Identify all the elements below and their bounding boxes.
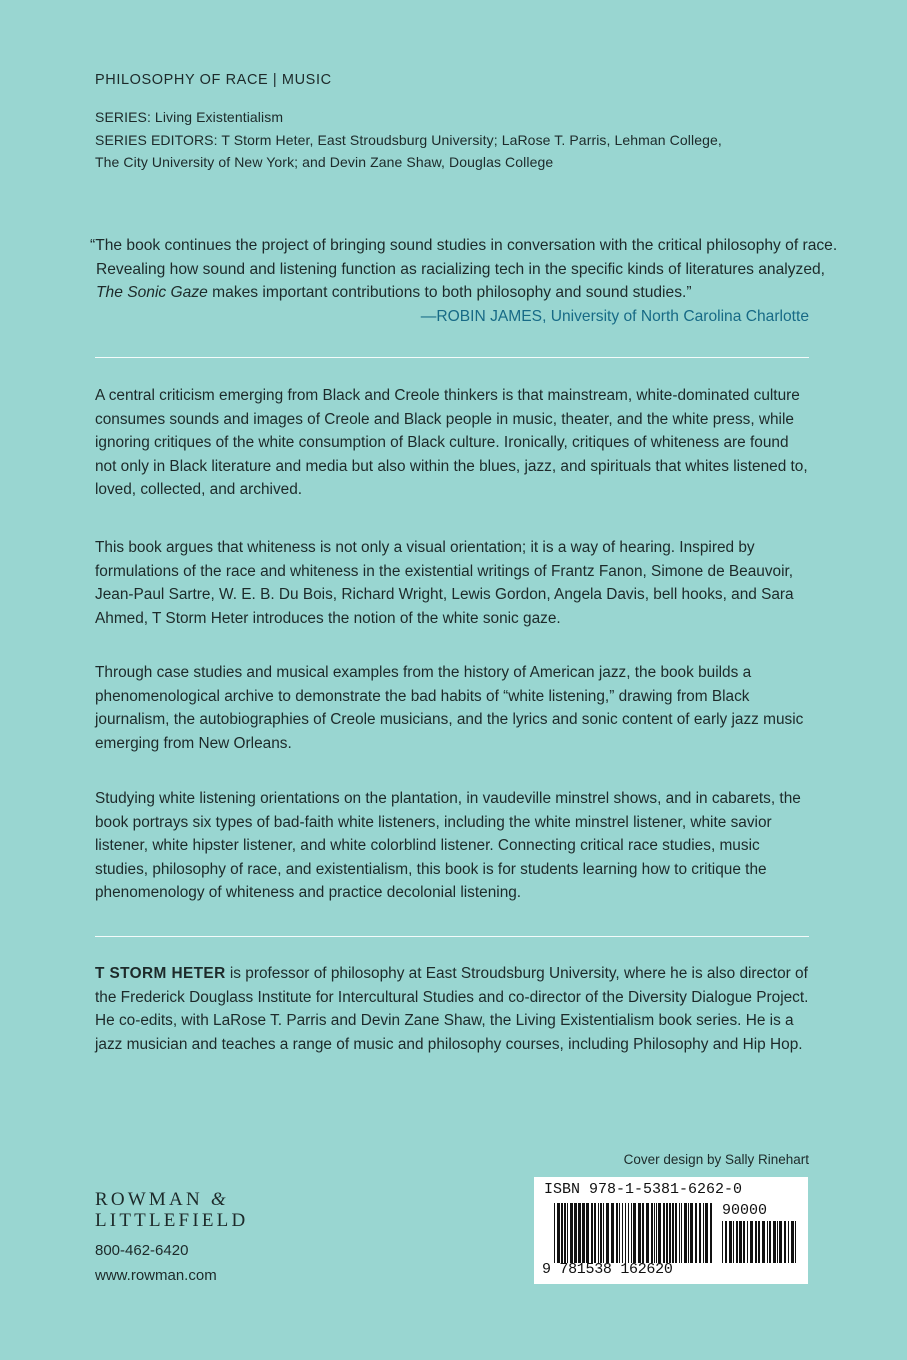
barcode-bar [625,1203,626,1263]
barcode-bar [638,1203,641,1263]
barcode-bar [729,1221,732,1263]
paragraph-text: Through case studies and musical examples from the history of American jazz, the book builds a phenomenological archive to demonstrate the bad habits of “white listening,” drawing from Black journalism, the autobiographies of Creole musicians, and the lyrics and sonic content of early jazz music emerging from New Orleans. [95,664,804,752]
barcode-bar [611,1203,614,1263]
publisher-name-2: LITTLEFIELD [95,1210,249,1231]
series-info [95,106,722,174]
quote-attribution: —ROBIN JAMES, University of North Carolina Charlotte [420,307,809,325]
barcode-bar [791,1221,794,1263]
barcode-bar [688,1203,689,1263]
publisher-website: www.rowman.com [95,1267,217,1284]
barcode-bar [658,1203,661,1263]
barcode-bar [616,1203,618,1263]
barcode-bar [725,1221,727,1263]
barcode-bar [633,1203,636,1263]
barcode-bar [722,1221,723,1263]
barcode-bar [663,1203,665,1263]
series-line: SERIES: Living Existentialism [95,109,284,125]
barcode-bar [628,1203,629,1263]
barcode-bar [767,1221,768,1263]
barcode-bar [567,1203,568,1263]
barcode-bar [705,1203,708,1263]
isbn-barcode [534,1177,808,1284]
description-paragraph-2 [95,536,809,630]
barcode-bar [561,1203,563,1263]
barcode-bar [606,1203,609,1263]
divider-rule [95,936,809,937]
book-title: The Sonic Gaze [96,284,208,301]
barcode-bar [582,1203,585,1263]
barcode-bar [654,1203,655,1263]
barcode-bar [564,1203,566,1263]
author-bio [95,962,809,1056]
quote-line-1: “The book continues the project of bringing sound studies in conversation with the critical philosophy of race. [90,237,838,254]
category-label: PHILOSOPHY OF RACE | MUSIC [95,72,332,88]
barcode-bar [684,1203,687,1263]
barcode-bar [631,1203,632,1263]
barcode-bar [743,1221,745,1263]
cover-credit: Cover design by Sally Rinehart [623,1152,809,1167]
barcode-bar [773,1221,776,1263]
description-paragraph-3 [95,661,809,755]
description-paragraph-1 [95,384,809,502]
barcode-bar [642,1203,644,1263]
barcode-bar [779,1221,782,1263]
barcode-bar [755,1221,757,1263]
barcode-bar [646,1203,649,1263]
barcode-bar [600,1203,602,1263]
author-name: T STORM HETER [95,965,226,982]
isbn-number: ISBN 978-1-5381-6262-0 [544,1181,743,1198]
quote-line-3-rest: makes important contributions to both philosophy and sound studies.” [207,284,692,301]
barcode-bar [672,1203,674,1263]
barcode-bar [578,1203,581,1263]
quote-line-3 [90,281,815,305]
barcode-bar [656,1203,657,1263]
barcode-bar [669,1203,671,1263]
barcode-bar [690,1203,693,1263]
barcode-bar [603,1203,604,1263]
barcode-bar [736,1221,738,1263]
author-bio-text: is professor of philosophy at East Stroudsburg University, where he is also director of the Frederick Douglass Institute for Intercultural Studies and co-director of the Diversity Dialogue Project. He co-edits, with LaRose T. Parris and Devin Zane Shaw, the Living Existentialism book series. He is a jazz musician and teaches a range of music and philosophy courses, including Philosophy and Hip Hop. [95,965,809,1053]
barcode-bar [784,1221,786,1263]
description-paragraph-4 [95,787,809,905]
barcode-bar [557,1203,560,1263]
barcode-bar [695,1203,697,1263]
publisher-name-1: ROWMAN [95,1189,203,1210]
barcode-bar [747,1221,748,1263]
barcode-ean-number: 9 781538 162620 [542,1261,673,1278]
barcode-addon-number: 90000 [722,1202,768,1219]
barcode-bar [733,1221,734,1263]
series-editors-line-cont: The City University of New York; and Devin Zane Shaw, Douglas College [95,154,554,170]
barcode-bar [710,1203,712,1263]
series-editors-line: SERIES EDITORS: T Storm Heter, East Stroudsburg University; LaRose T. Parris, Lehman College, [95,131,722,148]
barcode-bar [598,1203,599,1263]
barcode-bar [651,1203,653,1263]
barcode-bar [666,1203,668,1263]
barcode-bar [619,1203,620,1263]
paragraph-text: This book argues that whiteness is not only a visual orientation; it is a way of hearing. Inspired by formulations of the race and whiteness in the existential writings of Frantz Fanon, Simone de Beauvoir, Jean-Paul Sartre, W. E. B. Du Bois, Richard Wright, Lewis Gordon, Angela Davis, bell hooks, and Sara Ahmed, T Storm Heter introduces the notion of the white sonic gaze. [95,539,794,627]
barcode-bar [586,1203,589,1263]
paragraph-text: A central criticism emerging from Black and Creole thinkers is that mainstream, white-dominated culture consumes sounds and images of Creole and Black people in music, theater, and the white press, while ignoring critiques of the white consumption of Black culture. Ironically, critiques of whiteness are found not only in Black literature and media but also within the blues, jazz, and spirituals that whites listened to, loved, collected, and archived. [95,387,808,499]
publisher-phone: 800-462-6420 [95,1242,189,1259]
paragraph-text: Studying white listening orientations on the plantation, in vaudeville minstrel shows, and in cabarets, the book portrays six types of bad-faith white listeners, including the white minstrel listener, white savior listener, white hipster listener, and white colorblind listener. Connecting critical race studies, music studies, philosophy of race, and existentialism, this book is for students learning how to critique the phenomenology of whiteness and practice decolonial listening. [95,790,801,902]
barcode-bar [622,1203,623,1263]
barcode-bar [699,1203,701,1263]
barcode-bar [594,1203,596,1263]
barcode-bar [554,1203,555,1263]
barcode-bar [591,1203,593,1263]
barcode-bar [703,1203,704,1263]
barcode-bar [795,1221,796,1263]
barcode-bar [675,1203,677,1263]
quote-line-2: Revealing how sound and listening function as racializing tech in the specific kinds of literatures analyzed, [96,260,825,278]
publisher-ampersand: & [210,1189,226,1210]
barcode-bar [777,1221,778,1263]
barcode-bar [788,1221,789,1263]
barcode-bar [758,1221,760,1263]
barcode-bar [762,1221,765,1263]
barcode-bar [574,1203,577,1263]
barcode-bar [769,1221,771,1263]
barcode-bar [750,1221,753,1263]
endorsement-quote [90,234,838,328]
barcode-bar [570,1203,573,1263]
barcode-bar [739,1221,742,1263]
publisher-logo [95,1189,248,1231]
barcode-bar [681,1203,682,1263]
barcode-bar [679,1203,680,1263]
divider-rule [95,357,809,358]
